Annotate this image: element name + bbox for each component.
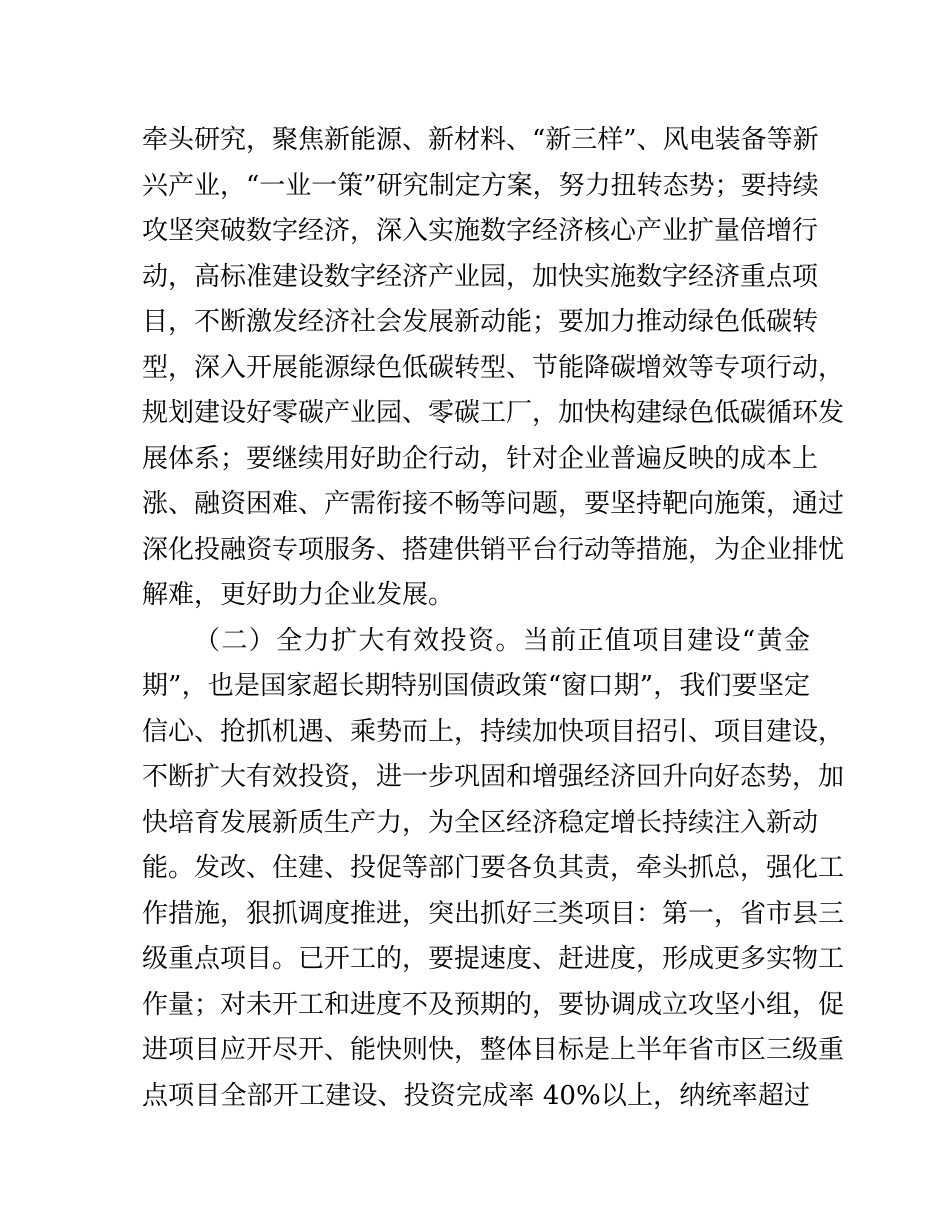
text-line: 作措施，狠抓调度推进，突出抓好三类项目：第一，省市县三	[142, 898, 845, 929]
text-line: 兴产业，“一业一策”研究制定方案，努力扭转态势；要持续	[142, 170, 819, 201]
text-line: 进项目应开尽开、能快则快，整体目标是上半年省市区三级重	[142, 1035, 845, 1065]
text-line: 深化投融资专项服务、搭建供销平台行动等措施，为企业排忧	[142, 534, 845, 565]
text-line: 能。发改、住建、投促等部门要各负其责，牵头抓总，强化工	[142, 853, 845, 883]
text-line: 作量；对未开工和进度不及预期的，要协调成立攻坚小组，促	[142, 989, 845, 1020]
paragraph-1	[142, 118, 845, 619]
text-line: 规划建设好零碳产业园、零碳工厂，加快构建绿色低碳循环发	[142, 398, 845, 428]
text-line: 攻坚突破数字经济，深入实施数字经济核心产业扩量倍增行	[142, 216, 819, 246]
text-line: 信心、抢抓机遇、乘势而上，持续加快项目招引、项目建设，	[142, 716, 845, 747]
text-line: 快培育发展新质生产力，为全区经济稳定增长持续注入新动	[142, 807, 819, 838]
text-line: 动，高标准建设数字经济产业园，加快实施数字经济重点项	[142, 261, 819, 292]
text-line: 解难，更好助力企业发展。	[142, 580, 455, 610]
text-line: 展体系；要继续用好助企行动，针对企业普遍反映的成本上	[142, 443, 819, 474]
text-line: 目，不断激发经济社会发展新动能；要加力推动绿色低碳转	[142, 307, 819, 337]
text-line: 级重点项目。已开工的，要提速度、赶进度，形成更多实物工	[142, 944, 845, 974]
text-line: 牵头研究，聚焦新能源、新材料、“新三样”、风电装备等新	[142, 125, 819, 155]
text-line: 涨、融资困难、产需衔接不畅等问题，要坚持靶向施策，通过	[142, 489, 845, 519]
paragraph-2	[142, 619, 845, 1120]
text-line: 不断扩大有效投资，进一步巩固和增强经济回升向好态势，加	[142, 762, 845, 792]
text-line: 型，深入开展能源绿色低碳转型、节能降碳增效等专项行动，	[142, 352, 845, 383]
text-line: 期”，也是国家超长期特别国债政策“窗口期”，我们要坚定	[142, 671, 810, 701]
text-line: 点项目全部开工建设、投资完成率 40%以上，纳统率超过	[142, 1080, 810, 1111]
text-line: （二）全力扩大有效投资。当前正值项目建设“黄金	[194, 625, 810, 656]
document-body	[142, 118, 845, 1119]
